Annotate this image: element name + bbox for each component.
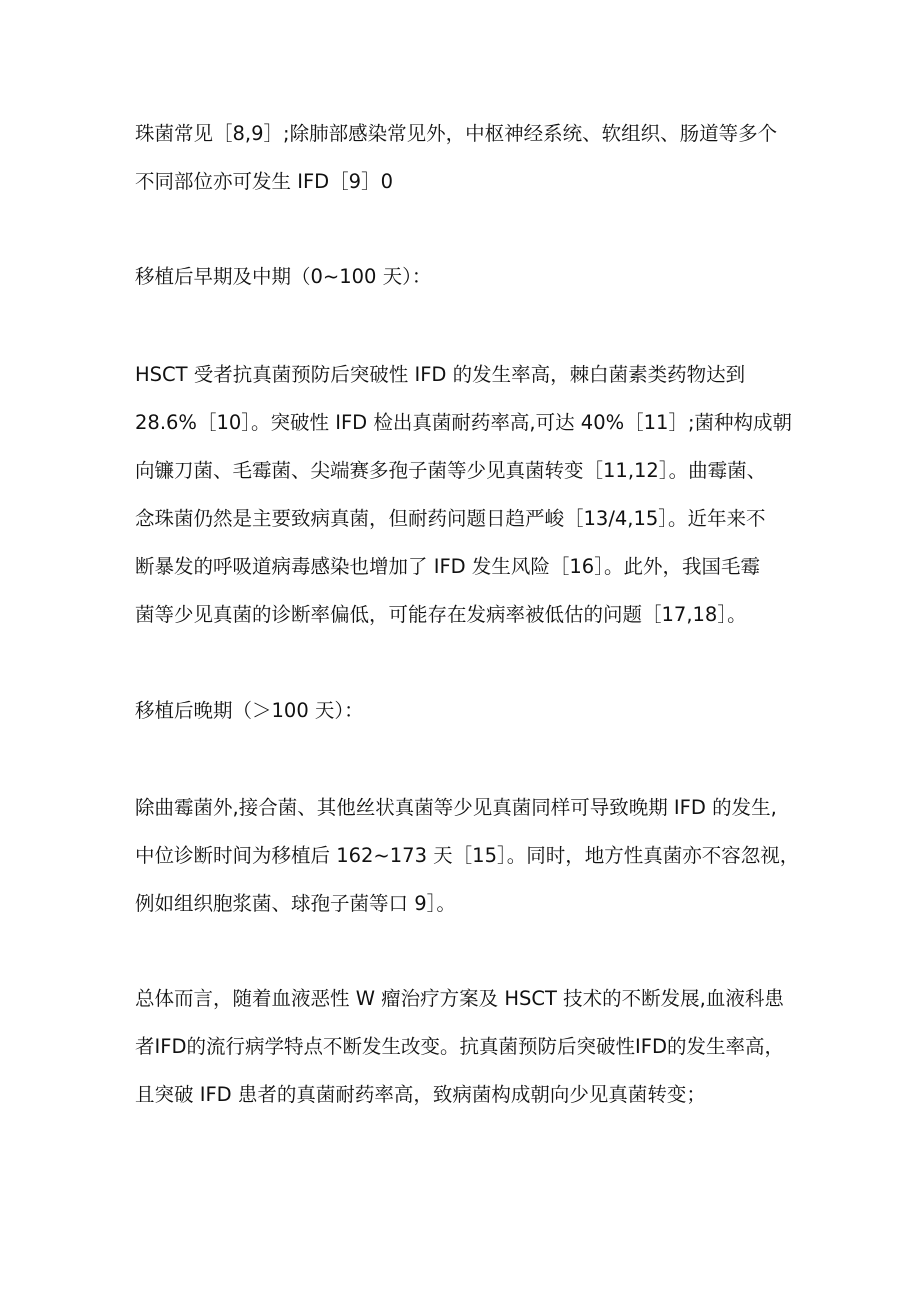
early-line-6: 菌等少见真菌的诊断率偏低，可能存在发病率被低估的问题［17,18］。 — [135, 603, 747, 626]
heading-early-mid-period: 移植后早期及中期（0~100 天）： — [135, 265, 432, 288]
intro-line-1: 珠菌常见［8,9］;除肺部感染常见外，中枢神经系统、软组织、肠道等多个 — [135, 122, 778, 145]
summary-line-1: 总体而言，随着血液恶性 W 瘤治疗方案及 HSCT 技术的不断发展,血液科患 — [135, 987, 784, 1010]
heading-late-period: 移植后晚期（＞100 天）： — [135, 699, 364, 722]
summary-line-2: 者IFD的流行病学特点不断发生改变。抗真菌预防后突破性IFD的发生率高， — [135, 1035, 784, 1058]
summary-line-3: 且突破 IFD 患者的真菌耐药率高，致病菌构成朝向少见真菌转变； — [135, 1083, 706, 1106]
intro-line-2: 不同部位亦可发生 IFD［9］0 — [135, 170, 393, 193]
late-line-1: 除曲霉菌外,接合菌、其他丝状真菌等少见真菌同样可导致晚期 IFD 的发生, — [135, 796, 777, 819]
early-line-3: 向镰刀菌、毛霉菌、尖端赛多孢子菌等少见真菌转变［11,12］。曲霉菌、 — [135, 459, 767, 482]
early-line-4: 念珠菌仍然是主要致病真菌，但耐药问题日趋严峻［13/4,15］。近年来不 — [135, 507, 766, 530]
early-line-1: HSCT 受者抗真菌预防后突破性 IFD 的发生率高，棘白菌素类药物达到 — [135, 363, 746, 386]
late-line-2: 中位诊断时间为移植后 162~173 天［15］。同时，地方性真菌亦不容忽视， — [135, 844, 800, 867]
early-line-5: 断暴发的呼吸道病毒感染也增加了 IFD 发生风险［16］。此外，我国毛霉 — [135, 555, 760, 578]
early-line-2: 28.6%［10］。突破性 IFD 检出真菌耐药率高,可达 40%［11］;菌种构成朝 — [135, 411, 793, 434]
late-line-3: 例如组织胞浆菌、球孢子菌等口 9］。 — [135, 892, 456, 915]
